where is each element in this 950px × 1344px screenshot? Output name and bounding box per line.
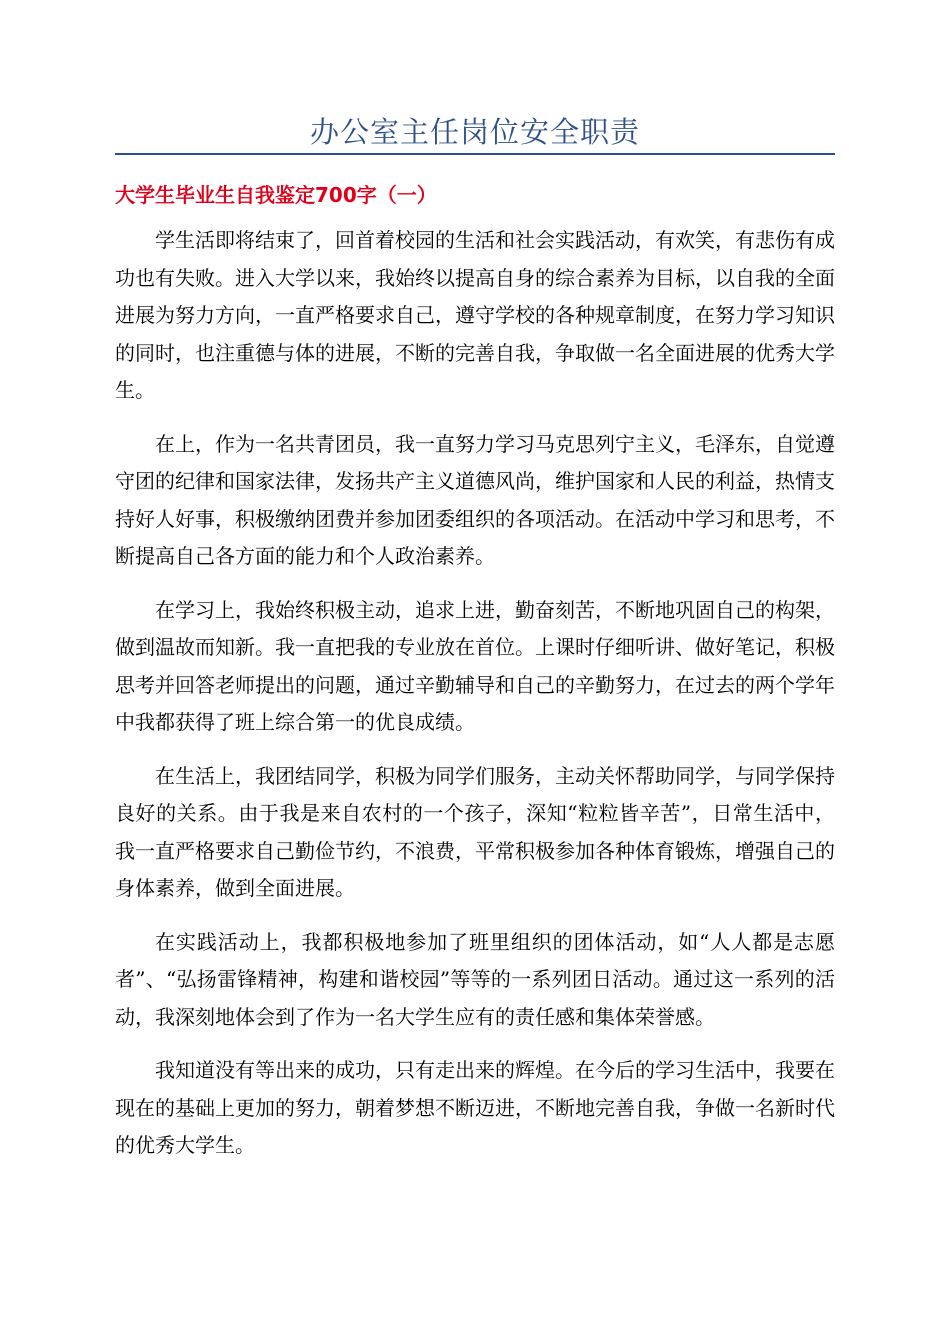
document-body xyxy=(115,222,835,1181)
paragraph-4: 在生活上，我团结同学，积极为同学们服务，主动关怀帮助同学，与同学保持良好的关系。由于我是来自农村的一个孩子，深知“粒粒皆辛苦”，日常生活中，我一直严格要求自己勤俭节约，不浪费，平常积极参加各种体育锻炼，增强自己的身体素养，做到全面进展。 xyxy=(115,763,835,900)
section-heading: 大学生毕业生自我鉴定700字（一） xyxy=(115,183,437,207)
paragraph-5: 在实践活动上，我都积极地参加了班里组织的团体活动，如“人人都是志愿者”、“弘扬雷锋精神，构建和谐校园”等等的一系列团日活动。通过这一系列的活动，我深刻地体会到了作为一名大学生应有的责任感和集体荣誉感。 xyxy=(115,929,835,1029)
paragraph-6: 我知道没有等出来的成功，只有走出来的辉煌。在今后的学习生活中，我要在现在的基础上更加的努力，朝着梦想不断迈进，不断地完善自我，争做一名新时代的优秀大学生。 xyxy=(115,1058,835,1157)
title-divider xyxy=(115,153,835,155)
paragraph-1: 学生活即将结束了，回首着校园的生活和社会实践活动，有欢笑，有悲伤有成功也有失败。进入大学以来，我始终以提高自身的综合素养为目标，以自我的全面进展为努力方向，一直严格要求自己，遵守学校的各种规章制度，在努力学习知识的同时，也注重德与体的进展，不断的完善自我，争取做一名全面进展的优秀大学生。 xyxy=(115,228,835,402)
document-title: 办公室主任岗位安全职责 xyxy=(309,115,640,149)
paragraph-3: 在学习上，我始终积极主动，追求上进，勤奋刻苦，不断地巩固自己的构架，做到温故而知新。我一直把我的专业放在首位。上课时仔细听讲、做好笔记，积极思考并回答老师提出的问题，通过辛勤辅导和自己的辛勤努力，在过去的两个学年中我都获得了班上综合第一的优良成绩。 xyxy=(115,597,835,734)
paragraph-2: 在上，作为一名共青团员，我一直努力学习马克思列宁主义，毛泽东，自觉遵守团的纪律和国家法律，发扬共产主义道德风尚，维护国家和人民的利益，热情支持好人好事，积极缴纳团费并参加团委组织的各项活动。在活动中学习和思考，不断提高自己各方面的能力和个人政治素养。 xyxy=(115,431,835,568)
